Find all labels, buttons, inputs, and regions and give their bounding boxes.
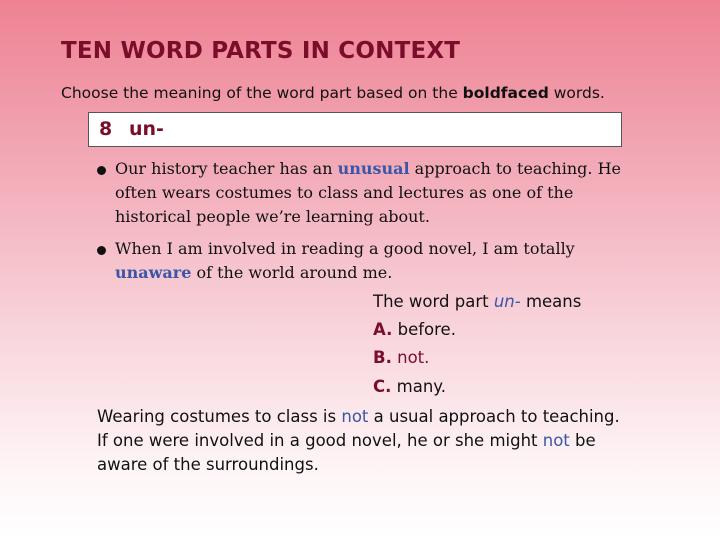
- question-prompt: [373, 292, 581, 311]
- question-word-part: un-: [493, 292, 521, 311]
- slide-title: TEN WORD PARTS IN CONTEXT: [61, 38, 461, 64]
- explanation-line-1: [97, 407, 620, 426]
- item-number: 8: [99, 118, 113, 140]
- option-letter: A.: [373, 320, 393, 339]
- explanation-text: Wearing costumes to class is: [97, 407, 342, 426]
- option-letter: C.: [373, 377, 392, 396]
- explanation-text-end: be: [569, 431, 596, 450]
- example-text: [115, 237, 645, 285]
- example-text-after: of the world around me.: [191, 263, 393, 282]
- explanation-highlight: not: [341, 407, 369, 426]
- explanation-text-end: a usual approach to teaching.: [368, 407, 620, 426]
- bullet-icon: [97, 166, 106, 175]
- word-part: un-: [129, 118, 164, 140]
- option-a[interactable]: [373, 320, 456, 339]
- explanation-line-2: [97, 431, 596, 450]
- example-text-before: Our history teacher has an: [115, 159, 338, 178]
- word-part-box: [88, 112, 622, 147]
- explanation-text: aware of the surroundings.: [97, 455, 319, 474]
- option-b[interactable]: [373, 348, 429, 367]
- option-text: before.: [397, 320, 456, 339]
- example-text-before: When I am involved in reading a good novel, I am totally: [115, 239, 575, 258]
- option-letter: B.: [373, 348, 392, 367]
- option-text: many.: [396, 377, 446, 396]
- bullet-icon: [97, 246, 106, 255]
- boldfaced-word: unaware: [115, 263, 192, 282]
- example-text: [115, 157, 645, 229]
- boldfaced-word: unusual: [337, 159, 410, 178]
- explanation-text: If one were involved in a good novel, he or she might: [97, 431, 543, 450]
- option-c[interactable]: [373, 377, 446, 396]
- explanation-line-3: [97, 455, 319, 474]
- example-sentence-1: [97, 157, 645, 229]
- instructions: [61, 84, 605, 102]
- example-sentence-2: [97, 237, 645, 285]
- explanation-highlight: not: [542, 431, 570, 450]
- instructions-text: Choose the meaning of the word part based on the: [61, 84, 463, 102]
- example-text-after: approach to teaching. He often wears costumes to class and lectures as one of the historical people we’re learning about.: [115, 159, 621, 226]
- question-text-end: means: [520, 292, 582, 311]
- option-text: not.: [397, 348, 430, 367]
- instructions-text-end: words.: [548, 84, 605, 102]
- instructions-bold-word: boldfaced: [462, 84, 549, 102]
- question-text: The word part: [373, 292, 494, 311]
